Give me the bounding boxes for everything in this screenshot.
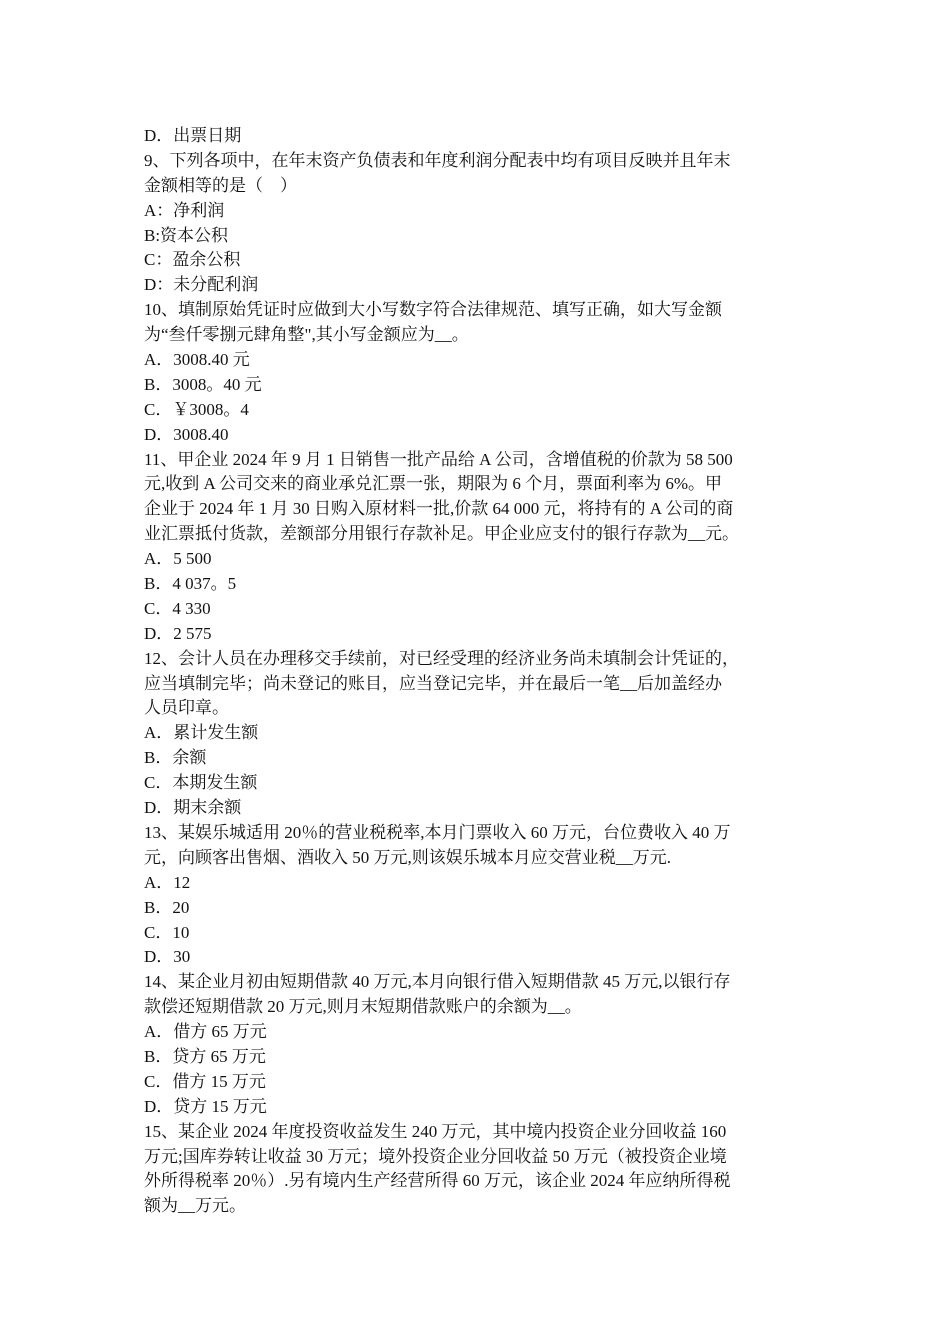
option-b-q11: B．4 037。5 <box>144 574 237 594</box>
document-page <box>144 124 816 1219</box>
question-11-line-2: 元,收到 A 公司交来的商业承兑汇票一张，期限为 6 个月，票面利率为 6%。甲 <box>144 474 722 494</box>
option-d-q13: D．30 <box>144 947 191 967</box>
question-12-line-2: 应当填制完毕；尚未登记的账目，应当登记完毕，并在最后一笔__后加盖经办 <box>144 673 722 693</box>
option-c-q10: C．￥3008。4 <box>144 399 249 419</box>
option-d-q8: D．出票日期 <box>144 126 242 145</box>
option-c-q13: C．10 <box>144 922 190 942</box>
question-11-line-3: 企业于 2024 年 1 月 30 日购入原材料一批,价款 64 000 元，将持有的 A 公司的商 <box>144 499 734 519</box>
option-a-q13: A．12 <box>144 872 191 892</box>
question-12-line-3: 人员印章。 <box>144 698 229 718</box>
question-11-line-1: 11、甲企业 2024 年 9 月 1 日销售一批产品给 A 公司，含增值税的价款为 58 500 <box>144 449 733 469</box>
question-14-line-1: 14、某企业月初由短期借款 40 万元,本月向银行借入短期借款 45 万元,以银行存 <box>144 972 731 992</box>
option-b-q13: B．20 <box>144 897 190 917</box>
question-15-line-1: 15、某企业 2024 年度投资收益发生 240 万元，其中境内投资企业分回收益 160 <box>144 1121 727 1141</box>
option-c-q14: C．借方 15 万元 <box>144 1071 266 1091</box>
option-d-q12: D．期末余额 <box>144 798 242 818</box>
option-b-q9: B:资本公积 <box>144 225 229 245</box>
option-b-q12: B．余额 <box>144 748 207 768</box>
question-15-line-2: 万元;国库券转让收益 30 万元；境外投资企业分回收益 50 万元（被投资企业境 <box>144 1146 727 1166</box>
option-a-q12: A．累计发生额 <box>144 723 259 743</box>
option-a-q11: A．5 500 <box>144 549 212 569</box>
question-11-line-4: 业汇票抵付货款，差额部分用银行存款补足。甲企业应支付的银行存款为__元。 <box>144 524 739 544</box>
question-10-line-2: 为“叁仟零捌元肆角整",其小写金额应为__。 <box>144 325 469 345</box>
option-d-q11: D．2 575 <box>144 623 212 643</box>
question-9-line-1: 9、下列各项中，在年末资产负债表和年度利润分配表中均有项目反映并且年末 <box>144 150 731 170</box>
question-13-line-2: 元，向顾客出售烟、酒收入 50 万元,则该娱乐城本月应交营业税__万元. <box>144 847 671 867</box>
option-b-q10: B．3008。40 元 <box>144 374 262 394</box>
option-d-q14: D．贷方 15 万元 <box>144 1096 267 1116</box>
question-13-line-1: 13、某娱乐城适用 20％的营业税税率,本月门票收入 60 万元，台位费收入 40 万 <box>144 822 731 842</box>
option-a-q10: A．3008.40 元 <box>144 350 250 370</box>
option-c-q12: C．本期发生额 <box>144 773 258 793</box>
option-c-q11: C．4 330 <box>144 598 211 618</box>
question-12-line-1: 12、会计人员在办理移交手续前，对已经受理的经济业务尚未填制会计凭证的， <box>144 648 739 668</box>
option-a-q9: A：净利润 <box>144 200 225 220</box>
option-a-q14: A．借方 65 万元 <box>144 1022 267 1042</box>
option-c-q9: C：盈余公积 <box>144 250 241 270</box>
option-d-q10: D．3008.40 <box>144 424 229 444</box>
question-10-line-1: 10、填制原始凭证时应做到大小写数字符合法律规范、填写正确，如大写金额 <box>144 300 722 320</box>
question-9-line-2: 金额相等的是（ ） <box>144 175 297 195</box>
question-14-line-2: 款偿还短期借款 20 万元,则月末短期借款账户的余额为__。 <box>144 997 582 1017</box>
question-15-line-3: 外所得税率 20％）.另有境内生产经营所得 60 万元，该企业 2024 年应纳所得税 <box>144 1171 731 1191</box>
option-b-q14: B．贷方 65 万元 <box>144 1046 266 1066</box>
question-15-line-4: 额为__万元。 <box>144 1196 246 1216</box>
option-d-q9: D：未分配利润 <box>144 275 259 295</box>
